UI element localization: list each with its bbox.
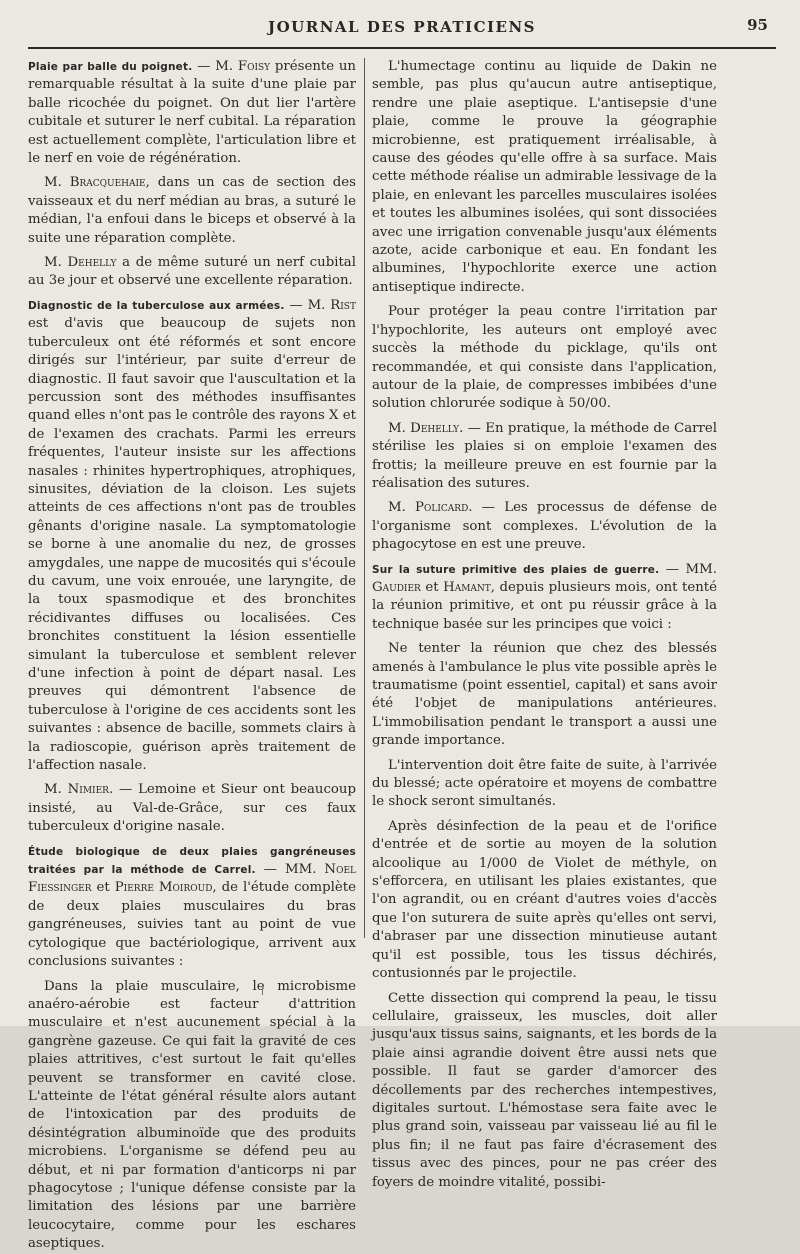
right-column xyxy=(372,58,717,1190)
paper-mark xyxy=(262,985,266,995)
paragraph xyxy=(28,781,356,836)
paragraph-text: a de même suturé un nerf cubital au 3e jour et observé une excellente réparation. xyxy=(28,255,356,289)
column-divider xyxy=(364,58,365,938)
paragraph: L'intervention doit être faite de suite, à l'arrivée du blessé; acte opératoire et moyens de combattre le shock seront simultanés. xyxy=(372,757,717,810)
paragraph: Cette dissection qui comprend la peau, le tissu cellulaire, graisseux, les muscles, doit aller jusqu'aux tissus sains, saignants, et les bords de la plaie ainsi agrandie doivent être aussi nets que possible. Il faut se garder d'amorcer des décollements par des recherches intempestives, digitales surtout. L'hémostase sera faite avec le plus grand soin, vaisseau par vaisseau lié au fil le plus fin; il ne faut pas faire d'écrasement des tissus avec des pinces, pour ne pas créer des foyers de moindre vitalité, possibi- xyxy=(372,990,717,1190)
paragraph: L'humectage continu au liquide de Dakin ne semble, pas plus qu'aucun autre antiseptique, rendre une plaie aseptique. L'antisepsie d'une plaie, comme le prouve la géographie microbienne, est pratiquement irréalisable, à cause des géodes qu'elle offre à sa surface. Mais cette méthode réalise un admirable lessivage de la plaie, en enlevant les parcelles musculaires isolées et toutes les albumines isolées, qui sont dissociées avec une irrigation convenable jusqu'aux éléments azote, acide carbonique et eau. En fondant les albumines, l'hypochlorite exerce une action antiseptique indirecte. xyxy=(372,59,717,295)
author-name: Hamant xyxy=(443,579,491,595)
paragraph-text: , dans un cas de section des vaisseaux et du nerf médian au bras, a suturé le médian, l'a enfoui dans le biceps et observé à la suite une réparation complète. xyxy=(28,175,356,246)
paragraph: Dans la plaie musculaire, le microbisme anaéro-aérobie est facteur d'attrition musculaire et n'est aucunement spécial à la gangrène gazeuse. Ce qui fait la gravité de ces plaies attritives, c'est surtout le fait qu'elles peuvent se transformer en cavité close. L'atteinte de l'état général résulte alors autant de l'intoxication par des produits de désintégration albuminoïde que des produits microbiens. L'organisme se défend peu au début, et ni par formation d'anticorps ni par phagocytose ; l'unique défense consiste par la limitation des lésions par une barrière leucocytaire, comme pour les eschares aseptiques. xyxy=(28,978,356,1252)
author-name: M. Policard xyxy=(388,500,469,516)
section-gangrene-study: Étude biologique de deux plaies gangréneuses traitées par la méthode de Carrel. — MM. Noel Fiessinger et Pierre Moiroud, de l'étude complète de deux plaies musculaires du bras gangréneuses, suivies tant au point de vue cytologique que bactériologique, arrivent aux conclusions suivantes : xyxy=(28,845,356,970)
author-name: M. Foisy xyxy=(215,59,271,74)
author-name: M. Dehelly xyxy=(44,255,117,271)
paragraph: Pour protéger la peau contre l'irritation par l'hypochlorite, les auteurs ont employé avec succès la méthode du picklage, qu'ils ont recommandée, et qui consiste dans l'application, autour de la plaie, de compresses imbibées d'une solution chlorurée sodique à 50/00. xyxy=(372,304,717,412)
paragraph-text: . — Lemoine et Sieur ont beaucoup insisté, au Val-de-Grâce, sur ces faux tuberculeux d'origine nasale. xyxy=(28,782,356,835)
paragraph-text: , depuis plusieurs mois, ont tenté la réunion primitive, et ont pu réussir grâce à la technique basée sur les principes que voici : xyxy=(372,579,717,632)
journal-title: JOURNAL DES PRATICIENS xyxy=(268,18,536,36)
section-tuberculosis: Diagnostic de la tuberculose aux armées. — M. Rist est d'avis que beaucoup de sujets non tuberculeux ont été réformés et sont encore dirigés sur l'intérieur, par suite d'erreur de diagnostic. Il faut savoir que l'auscultation et la percussion sont des méthodes insuffisantes quand elles n'ont pas le contrôle des rayons X et de l'examen des crachats. Parmi les erreurs fréquentes, l'auteur insiste sur les affections nasales : rhinites hypertrophiques, atrophiques, sinusites, déviation de la cloison. Les sujets atteints de ces affections n'ont pas de troubles gênants d'origine nasale. La symptomatologie se borne à une anomalie du nez, de grosses amygdales, une nappe de mucosités qui s'écoule du cavum, une voix enrouée, une laryngite, de la toux spasmodique et des bronchites récidivantes diffuses ou localisées. Ces bronchites constituent la lésion essentielle simulant la tuberculose et semblent relever d'une infection à point de départ nasal. Les preuves qui démontrent l'absence de tuberculose à l'origine de ces accidents sont les suivantes : absence de bacille, sommets clairs à la radioscopie, guérison après traitement de l'affection nasale. xyxy=(28,297,356,774)
paragraph: Ne tenter la réunion que chez des blessés amenés à l'ambulance le plus vite possible après le traumatisme (point essentiel, capital) et sans avoir été l'objet de manipulations antérieures. L'immobilisation pendant le transport a aussi une grande importance. xyxy=(372,641,717,749)
author-name: M. Dehelly xyxy=(388,420,460,436)
paragraph-text: , de l'étude complète de deux plaies musculaires du bras gangréneuses, suivies tant au point de vue cytologique que bactériologique, arrivent aux conclusions suivantes : xyxy=(28,880,356,970)
left-column xyxy=(28,58,356,1252)
paragraph xyxy=(372,420,717,494)
author-name: M. Nimier xyxy=(44,782,109,798)
paragraph-text: . — Les processus de défense de l'organisme sont complexes. L'évolution de la phagocytose en est une preuve. xyxy=(372,500,717,553)
running-header xyxy=(28,16,776,46)
author-name: Pierre Moiroud xyxy=(114,880,213,896)
section-title: Diagnostic de la tuberculose aux armées. xyxy=(28,299,285,312)
page-number: 95 xyxy=(747,16,768,34)
author-name: M. Bracquehaie xyxy=(44,175,146,191)
paragraph-text: est d'avis que beaucoup de sujets non tuberculeux ont été réformés et sont encore dirigés sur l'intérieur, par suite d'erreur de diagnostic. Il faut savoir que l'auscultation et la percussion sont des méthodes insuffisantes quand elles n'ont pas le contrôle des rayons X et de l'examen des crachats. Parmi les erreurs fréquentes, l'auteur insiste sur les affections nasales : rhinites hypertrophiques, atrophiques, sinusites, déviation de la cloison. Les sujets atteints de ces affections n'ont pas de troubles gênants d'origine nasale. La symptomatologie se borne à une anomalie du nez, de grosses amygdales, une nappe de mucosités qui s'écoule du cavum, une voix enrouée, une laryngite, de la toux spasmodique et des bronchites récidivantes diffuses ou localisées. Ces bronchites constituent la lésion essentielle simulant la tuberculose et semblent relever d'une infection à point de départ nasal. Les preuves qui démontrent l'absence de tuberculose à l'origine de ces accidents sont les suivantes : absence de bacille, sommets clairs à la radioscopie, guérison après traitement de l'affection nasale. xyxy=(28,316,356,774)
header-rule xyxy=(28,47,776,49)
author-name: MM. Gaudier xyxy=(372,561,717,595)
paragraph: Après désinfection de la peau et de l'orifice d'entrée et de sortie au moyen de la solution alcoolique au 1/000 de Violet de méthyle, on s'efforcera, en utilisant les plaies existantes, que l'on agrandit, ou en créant d'autres voies d'accès que l'on suturera de suite après qu'elles ont servi, d'abraser par une dissection minutieuse autant qu'il est possible, tous les tissus déchirés, contusionnés par le projectile. xyxy=(372,818,717,982)
paragraph xyxy=(28,174,356,248)
section-title: Plaie par balle du poignet. xyxy=(28,61,193,73)
section-wrist-wound: Plaie par balle du poignet. — M. Foisy présente un remarquable résultat à la suite d'une plaie par balle ricochée du poignet. On dut lier l'artère cubitale et suturer le nerf cubital. La réparation est actuellement complète, l'articulation libre et le nerf en voie de régénération. xyxy=(28,59,356,167)
author-name: M. Rist xyxy=(307,297,356,313)
paragraph xyxy=(372,499,717,554)
author-name: MM. Noel Fiessinger xyxy=(28,862,356,896)
section-primary-suture: Sur la suture primitive des plaies de guerre. — MM. Gaudier et Hamant, depuis plusieurs mois, ont tenté la réunion primitive, et ont pu réussir grâce à la technique basée sur les principes que voici : xyxy=(372,561,717,632)
section-title: Étude biologique de deux plaies gangréneuses traitées par la méthode de Carrel. xyxy=(28,845,356,877)
paragraph xyxy=(28,254,356,291)
paragraph-text: . — En pratique, la méthode de Carrel stérilise les plaies si on emploie l'examen des frottis; la meilleure preuve en est fournie par la réalisation des sutures. xyxy=(372,420,717,491)
paragraph-text: présente un remarquable résultat à la suite d'une plaie par balle ricochée du poignet. On dut lier l'artère cubitale et suturer le nerf cubital. La réparation est actuellement complète, l'articulation libre et le nerf en voie de régénération. xyxy=(28,59,356,167)
section-title: Sur la suture primitive des plaies de guerre. xyxy=(372,563,660,576)
